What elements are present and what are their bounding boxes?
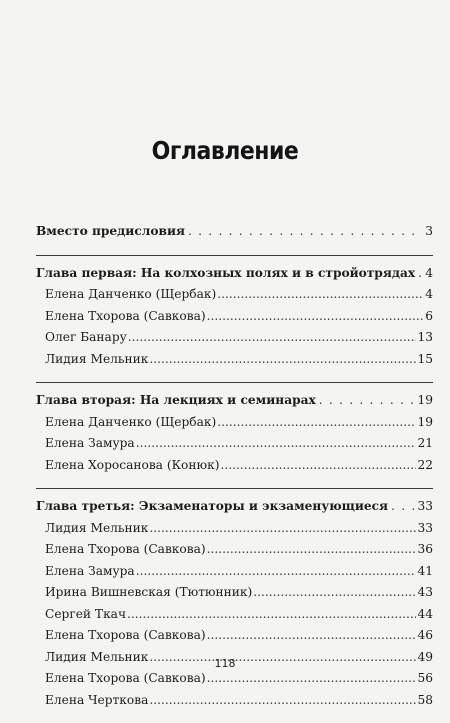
dot-leader — [149, 349, 416, 371]
dot-leader — [207, 539, 417, 561]
toc-entry-label: Елена Тхорова (Савкова) — [45, 308, 206, 323]
toc-entry — [36, 539, 433, 561]
toc-entry-page: 41 — [417, 563, 433, 578]
toc-entry-page: 19 — [417, 414, 433, 429]
toc-entry-label: Елена Данченко (Щербак) — [45, 414, 217, 429]
dot-leader — [207, 625, 417, 647]
chapter-heading-label: Глава первая: На колхозных полях и в стройотрядах — [36, 265, 416, 280]
toc-entry-label: Елена Замура — [45, 436, 135, 450]
dot-leader — [217, 412, 416, 434]
toc-entry-label: Елена Черткова — [45, 692, 149, 707]
toc-entry — [36, 306, 433, 328]
chapter-heading-page: 19 — [417, 393, 433, 407]
chapter-heading — [36, 263, 433, 285]
dot-leader — [391, 496, 414, 518]
toc-entry-label: Лидия Мельник — [45, 649, 149, 664]
section-divider — [36, 488, 433, 489]
chapter-heading — [36, 390, 433, 412]
dot-leader — [207, 668, 417, 690]
toc-entry-page: 46 — [417, 628, 433, 642]
toc-entry-page: 15 — [417, 351, 433, 366]
toc-entry-label: Елена Замура — [45, 563, 135, 578]
toc-entry — [36, 327, 433, 349]
toc-entry-label: Елена Тхорова (Савкова) — [45, 671, 206, 685]
toc-entry-page: 33 — [417, 520, 433, 535]
toc-entry-label: Олег Банару — [45, 330, 127, 344]
toc-entry-page: 6 — [425, 308, 433, 323]
chapter-heading — [36, 496, 433, 518]
toc-entry-page: 58 — [417, 692, 433, 707]
toc-entry — [36, 582, 433, 604]
chapter-heading-page: 3 — [425, 224, 433, 238]
toc-section — [36, 221, 433, 243]
dot-leader — [319, 390, 415, 412]
toc-entry-label: Елена Тхорова (Савкова) — [45, 628, 206, 642]
toc-entry-label: Елена Хоросанова (Конюк) — [45, 457, 220, 472]
toc-entry-page: 21 — [417, 436, 433, 450]
toc-entry-page: 44 — [417, 606, 433, 621]
dot-leader — [136, 433, 417, 455]
toc-entry — [36, 668, 433, 690]
chapter-heading — [36, 221, 433, 243]
dot-leader — [418, 263, 422, 285]
toc-entry — [36, 690, 433, 712]
toc-entry-page: 4 — [425, 287, 433, 301]
chapter-heading-label: Вместо предисловия — [36, 224, 185, 238]
toc-entry-page: 49 — [417, 649, 433, 664]
dot-leader — [127, 604, 416, 626]
toc-entry-page: 56 — [417, 671, 433, 685]
page-title: Оглавление — [151, 137, 299, 166]
toc-section — [36, 382, 433, 476]
dot-leader — [128, 327, 417, 349]
dot-leader — [188, 221, 422, 243]
toc-entry-label: Елена Данченко (Щербак) — [45, 287, 217, 301]
dot-leader — [149, 690, 416, 712]
toc-entry — [36, 433, 433, 455]
chapter-heading-label: Глава третья: Экзаменаторы и экзаменующиеся — [36, 499, 389, 513]
dot-leader — [253, 582, 416, 604]
section-divider — [36, 255, 433, 256]
toc-entry-label: Лидия Мельник — [45, 351, 149, 366]
dot-leader — [149, 518, 416, 540]
toc-entry — [36, 604, 433, 626]
toc-entry — [36, 625, 433, 647]
toc-entry-page: 36 — [417, 542, 433, 556]
page-number: 118 — [214, 657, 236, 670]
toc-entry-label: Ирина Вишневская (Тютюнник) — [45, 585, 253, 599]
toc-entry-page: 13 — [417, 330, 433, 344]
toc-entry — [36, 349, 433, 371]
chapter-heading-label: Глава вторая: На лекциях и семинарах — [36, 393, 316, 407]
chapter-heading-page: 33 — [417, 499, 433, 513]
toc-entry — [36, 561, 433, 583]
toc-entry-label: Лидия Мельник — [45, 520, 149, 535]
chapter-heading-page: 4 — [425, 265, 433, 280]
section-divider — [36, 382, 433, 383]
toc-entry-page: 43 — [417, 585, 433, 599]
toc-entry-label: Сергей Ткач — [45, 606, 127, 621]
toc-entry-label: Елена Тхорова (Савкова) — [45, 542, 206, 556]
toc-entry-page: 22 — [417, 457, 433, 472]
toc-section — [36, 255, 433, 371]
table-of-contents — [36, 221, 433, 723]
toc-entry — [36, 412, 433, 434]
dot-leader — [207, 306, 425, 328]
toc-entry — [36, 284, 433, 306]
toc-entry — [36, 518, 433, 540]
dot-leader — [220, 455, 416, 477]
toc-entry — [36, 455, 433, 477]
dot-leader — [217, 284, 424, 306]
dot-leader — [136, 561, 417, 583]
